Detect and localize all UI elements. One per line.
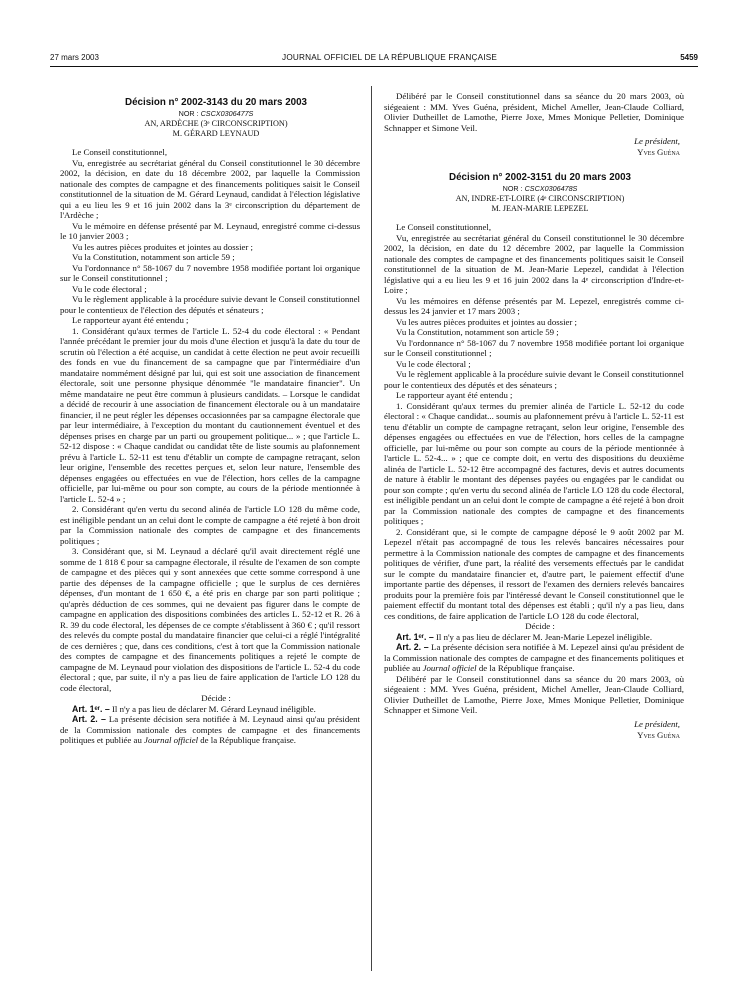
candidate-name: M. GÉRARD LEYNAUD xyxy=(172,129,260,138)
paragraph: Le Conseil constitutionnel, xyxy=(72,147,168,157)
paragraph: Vu la Constitution, notamment son article 59 ; xyxy=(72,252,235,262)
paragraph: Le Conseil constitutionnel, xyxy=(396,222,492,232)
article-2-text: La présente décision sera notifiée à M. Lepezel ainsi qu'au président de la Commission nationale des comptes de campagne et des financements politiques et publiée au xyxy=(384,642,684,673)
paragraph: Vu l'ordonnance n° 58-1067 du 7 novembre 1958 modifiée portant loi organique sur le Conseil constitutionnel ; xyxy=(384,337,684,358)
decision-title: Décision n° 2002-3151 du 20 mars 2003 xyxy=(449,172,631,183)
paragraph: 2. Considérant qu'en vertu du second alinéa de l'article LO 128 du même code, est inéligible pendant un an celui dont le compte de campagne a été rejeté à bon droit par la Commission nationale des comptes de campagne et des financements politiques ; xyxy=(60,504,360,546)
signature-name: Yves Guéna xyxy=(637,729,680,740)
article-2 xyxy=(60,714,360,746)
paragraph: Le rapporteur ayant été entendu ; xyxy=(72,315,189,325)
constituency: AN, ARDÈCHE (3ᵉ CIRCONSCRIPTION) xyxy=(144,119,288,128)
article-1-label: Art. 1ᵉʳ. – xyxy=(396,631,434,642)
decide-heading: Décide : xyxy=(525,621,555,631)
paragraph: Vu le règlement applicable à la procédure suivie devant le Conseil constitutionnel pour le contentieux de l'élection des députés et sénateurs ; xyxy=(60,294,360,315)
article-2-text: La présente décision sera notifiée à M. Leynaud ainsi qu'au président de la Commission nationale des comptes de campagne et des financements politiques et publiée au xyxy=(60,714,360,745)
nor-code: CSCX0306478S xyxy=(524,184,578,193)
nor-reference xyxy=(60,109,360,119)
candidate-name: M. JEAN-MARIE LEPEZEL xyxy=(491,204,589,213)
article-2-label: Art. 2. – xyxy=(72,714,106,724)
article-2-journal: Journal officiel xyxy=(422,663,477,673)
paragraph: Vu le mémoire en défense présenté par M. Leynaud, enregistré comme ci-dessus le 10 janvier 2003 ; xyxy=(60,220,360,241)
signature xyxy=(384,136,680,158)
nor-label: NOR : xyxy=(178,109,199,118)
left-column xyxy=(60,97,360,746)
signature-role: Le président, xyxy=(634,136,680,146)
paragraph: 1. Considérant qu'aux termes de l'article L. 52-4 du code électoral : « Pendant l'année précédant le premier jour du mois d'une élection et jusqu'à la date du tour de scrutin où l'élection a été acquise, un candidat à cette élection ne peut avoir recueilli des fonds en vue du financement de sa campagne que par l'intermédiaire d'un mandataire nommément désigné par lui, qui est soit une association de financement électorale, soit une personne physique dénommée "le mandataire financier". Un même mandataire ne peut être commun à plusieurs candidats. – Lorsque le candidat a décidé de recourir à une association de financement électorale ou à un mandataire financier, il ne peut régler les dépenses occasionnées par sa campagne électorale que par leur intermédiaire, à l'exception du montant du cautionnement éventuel et des dépenses prises en charge par un parti ou groupement politique... » ; que l'article L. 52-12 dispose : « Chaque candidat ou candidat tête de liste soumis au plafonnement prévu à l'article L. 52-11 est tenu d'établir un compte de campagne retraçant, selon leur origine, l'ensemble des recettes perçues et, selon leur nature, l'ensemble des dépenses engagées ou effectuées en vue de l'élection, hors celles de la campagne officielle, par lui-même ou pour son compte, au cours de la période mentionnée à l'article L. 52-4 » ; xyxy=(60,325,360,504)
article-2-end: de la République française. xyxy=(200,735,296,745)
constituency: AN, INDRE-ET-LOIRE (4ᵉ CIRCONSCRIPTION) xyxy=(455,194,625,203)
section-gap xyxy=(384,158,684,172)
header-date: 27 mars 2003 xyxy=(50,52,99,62)
paragraph: Vu la Constitution, notamment son article 59 ; xyxy=(396,327,559,337)
header-page-number: 5459 xyxy=(680,52,698,62)
decision-title: Décision n° 2002-3143 du 20 mars 2003 xyxy=(125,97,307,108)
article-1-text: Il n'y a pas lieu de déclarer M. Gérard Leynaud inéligible. xyxy=(112,703,316,714)
paragraph: 1. Considérant qu'aux termes du premier alinéa de l'article L. 52-12 du code électoral : « Chaque candidat... soumis au plafonnement prévu à l'article L. 52-11 est tenu d'établir un compte de campagne retraçant, selon leur origine, l'ensemble des dépenses engagées ou effectuées en vue de l'élection, hors celles de la campagne officielle, par lui-même ou pour son compte au cours de la période mentionnée à l'article L. 52-4... » ; que ce compte doit, en vertu des dispositions du deuxième alinéa de l'article L. 52-12 être accompagné des factures, devis et autres documents de nature à établir le montant des dépenses payées ou engagées par le candidat ou pour son compte ; qu'en vertu du second alinéa de l'article LO 128 du code électoral, est inéligible pendant un an celui dont le compte de campagne a été rejeté à bon droit par la Commission nationale des comptes de campagne et des financements politiques ; xyxy=(384,400,684,526)
paragraph: Vu les autres pièces produites et jointes au dossier ; xyxy=(72,241,253,252)
signature-role: Le président, xyxy=(634,718,680,729)
paragraph: Vu le code électoral ; xyxy=(72,283,147,294)
paragraph: Vu le code électoral ; xyxy=(396,358,471,369)
deliberation: Délibéré par le Conseil constitutionnel dans sa séance du 20 mars 2003, où siégeaient : MM. Yves Guéna, président, Michel Ameller, Jean-Claude Colliard, Olivier Dutheillet de Lamothe, Pierre Joxe, Mmes Monique Pelletier, Dominique Schnapper et Simone Veil. xyxy=(384,673,684,715)
paragraph: Vu les mémoires en défense présentés par M. Lepezel, enregistrés comme ci-dessus les 24 janvier et 17 mars 2003 ; xyxy=(384,295,684,316)
paragraph: Vu, enregistrée au secrétariat général du Conseil constitutionnel le 30 décembre 2002, la décision, en date du 18 décembre 2002, par laquelle la Commission nationale des comptes de campagne et des financements politiques saisit le Conseil constitutionnel de la situation de M. Gérard Leynaud, candidat à l'élection législative qui a eu lieu les 9 et 16 juin 2002 dans la 3ᵉ circonscription du département de l'Ardèche ; xyxy=(60,157,360,220)
nor-code: CSCX0306477S xyxy=(200,109,254,118)
decide-heading: Décide : xyxy=(201,693,231,703)
paragraph: 3. Considérant que, si M. Leynaud a déclaré qu'il avait directement réglé une somme de 1 818 € pour sa campagne électorale, il résulte de l'examen de son compte de campagne et des pièces qui y sont annexées que cette somme correspond à une partie des dépenses de la campagne officielle ; que le surplus de ces dernières dépenses, d'un montant de 1 650 €, a été pris en charge par son parti politique ; qu'après déduction de ces sommes, qui ne devaient pas figurer dans le compte de campagne en application des dispositions combinées des articles L. 52-12 et R. 26 à R. 39 du code électoral, les dépenses de ce compte s'établissent à 360 € ; qu'il ressort des relevés du compte postal du mandataire financier que celui-ci a réglé l'intégralité de ces dernières ; que, dans ces conditions, c'est à tort que la Commission nationale des comptes de campagne et des financements politiques a rejeté le compte de campagne de M. Leynaud pour violation des dispositions de l'article L. 52-4 du code électoral ; que, par suite, il n'y a pas lieu de faire application de l'article LO 128 du code électoral, xyxy=(60,546,360,693)
article-1-label: Art. 1ᵉʳ. – xyxy=(72,703,110,714)
article-1 xyxy=(60,704,360,715)
article-2-journal: Journal officiel xyxy=(144,735,199,745)
paragraph: Vu l'ordonnance n° 58-1067 du 7 novembre 1958 modifiée portant loi organique sur le Conseil constitutionnel ; xyxy=(60,262,360,283)
article-1 xyxy=(384,632,684,643)
right-column xyxy=(384,91,684,741)
deliberation: Délibéré par le Conseil constitutionnel dans sa séance du 20 mars 2003, où siégeaient : MM. Yves Guéna, président, Michel Ameller, Jean-Claude Colliard, Olivier Dutheillet de Lamothe, Pierre Joxe, Mmes Monique Pelletier, Dominique Schnapper et Simone Veil. xyxy=(384,91,684,133)
article-1-text: Il n'y a pas lieu de déclarer M. Jean-Marie Lepezel inéligible. xyxy=(436,631,653,642)
article-2 xyxy=(384,642,684,674)
nor-label: NOR : xyxy=(502,184,523,193)
column-divider xyxy=(371,86,372,971)
article-2-label: Art. 2. – xyxy=(396,642,429,652)
paragraph: Vu, enregistrée au secrétariat général du Conseil constitutionnel le 30 décembre 2002, la décision, en date du 12 décembre 2002, par laquelle la Commission nationale des comptes de campagne et des financements politiques saisit le Conseil constitutionnel de la situation de M. Jean-Marie Lepezel, candidat à l'élection législative qui a eu lieu les 9 et 16 juin 2002 dans la 4ᵉ circonscription d'Indre-et-Loire ; xyxy=(384,232,684,295)
page-header xyxy=(50,50,698,64)
header-rule xyxy=(50,66,698,67)
nor-reference xyxy=(384,184,684,194)
paragraph: Le rapporteur ayant été entendu ; xyxy=(396,390,513,400)
article-2-end: de la République française. xyxy=(478,663,575,673)
signature-name: Yves Guéna xyxy=(637,147,680,157)
paragraph: Vu le règlement applicable à la procédure suivie devant le Conseil constitutionnel pour le contentieux des députés et des sénateurs ; xyxy=(384,369,684,390)
paragraph: 2. Considérant que, si le compte de campagne déposé le 9 août 2002 par M. Lepezel n'était pas accompagné de tous les relevés bancaires nécessaires pour permettre à la Commission nationale des comptes de campagne et des financements politiques de vérifier, d'une part, la réalité des versements effectués par le candidat sur le compte du mandataire financier et, d'autre part, le paiement effectif d'une importante partie des dépenses, il ressort de l'examen des derniers relevés bancaires produits pour la première fois par l'intéressé devant le Conseil constitutionnel que le paiement effectif du montant total des dépenses est établi ; qu'il n'y a pas lieu, dans ces conditions, de faire application de l'article LO 128 du code électoral, xyxy=(384,526,684,621)
paragraph: Vu les autres pièces produites et jointes au dossier ; xyxy=(396,316,577,327)
signature xyxy=(384,719,680,741)
header-journal-title: JOURNAL OFFICIEL DE LA RÉPUBLIQUE FRANÇAISE xyxy=(282,52,498,62)
